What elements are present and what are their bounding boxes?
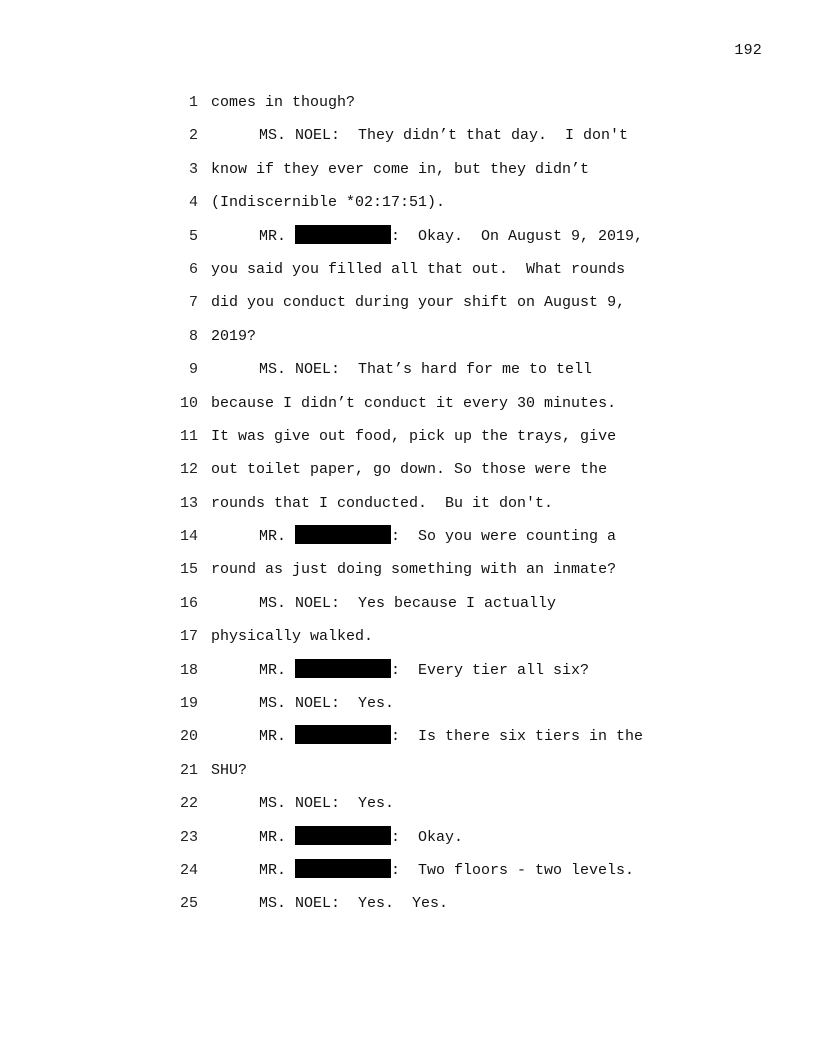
transcript-line [0, 687, 816, 720]
line-text: you said you filled all that out. What rounds [211, 260, 626, 278]
line-number: 24 [179, 861, 198, 879]
transcript-line [0, 787, 816, 820]
transcript-line [0, 754, 816, 787]
line-number: 11 [179, 427, 198, 445]
speaker-label: MR. [259, 661, 287, 679]
transcript-line [0, 220, 816, 253]
transcript-line [0, 286, 816, 319]
line-text: MS. NOEL: Yes because I actually [259, 594, 557, 612]
speech-text: : Okay. On August 9, 2019, [391, 227, 644, 245]
transcript-line [0, 387, 816, 420]
transcript-body [0, 86, 816, 921]
transcript-line [0, 553, 816, 586]
transcript-line [0, 487, 816, 520]
line-number: 23 [179, 828, 198, 846]
line-text: comes in though? [211, 94, 356, 111]
line-number: 17 [179, 628, 198, 646]
line-text [259, 520, 616, 553]
transcript-line [0, 854, 816, 887]
line-text: It was give out food, pick up the trays, give [211, 427, 617, 445]
speaker-label: MR. [259, 728, 287, 746]
line-number: 3 [188, 160, 198, 178]
speech-text: : Every tier all six? [391, 661, 590, 679]
line-text [259, 720, 643, 753]
line-number: 18 [179, 661, 198, 679]
redaction-block [295, 659, 391, 678]
line-text: MS. NOEL: Yes. [259, 695, 395, 713]
line-number: 6 [188, 260, 198, 278]
transcript-line [0, 153, 816, 186]
speaker-label: MR. [259, 227, 287, 245]
line-text: MS. NOEL: They didn’t that day. I don't [259, 127, 629, 145]
transcript-line [0, 86, 816, 119]
line-text [259, 220, 643, 253]
line-text: SHU? [211, 761, 248, 779]
redaction-block [295, 826, 391, 845]
speech-text: : Two floors - two levels. [391, 861, 635, 879]
transcript-line [0, 887, 816, 920]
line-number: 16 [179, 594, 198, 612]
transcript-line [0, 453, 816, 486]
redaction-block [295, 225, 391, 244]
line-number: 1 [188, 94, 198, 111]
page-number: 192 [734, 42, 762, 59]
transcript-line [0, 119, 816, 152]
line-text: know if they ever come in, but they didn’t [211, 160, 590, 178]
transcript-line [0, 720, 816, 753]
line-number: 13 [179, 494, 198, 512]
line-text: (Indiscernible *02:17:51). [211, 194, 446, 212]
line-number: 5 [188, 227, 198, 245]
line-number: 21 [179, 761, 198, 779]
line-number: 12 [179, 461, 198, 479]
transcript-line [0, 587, 816, 620]
line-text: MS. NOEL: That’s hard for me to tell [259, 361, 593, 379]
line-text: out toilet paper, go down. So those were the [211, 461, 608, 479]
transcript-line [0, 520, 816, 553]
line-text [259, 821, 463, 854]
line-number: 10 [179, 394, 198, 412]
speaker-label: MR. [259, 861, 287, 879]
line-text [259, 854, 634, 887]
line-number: 9 [188, 361, 198, 379]
line-number: 22 [179, 795, 198, 813]
line-number: 7 [188, 294, 198, 312]
speech-text: : So you were counting a [391, 528, 617, 546]
transcript-line [0, 821, 816, 854]
transcript-line [0, 620, 816, 653]
line-number: 14 [179, 528, 198, 546]
speech-text: : Is there six tiers in the [391, 728, 644, 746]
line-text: because I didn’t conduct it every 30 minutes. [211, 394, 617, 412]
line-number: 4 [188, 194, 198, 212]
line-text: 2019? [211, 327, 257, 345]
transcript-line [0, 253, 816, 286]
speech-text: : Okay. [391, 828, 464, 846]
redaction-block [295, 859, 391, 878]
transcript-line [0, 186, 816, 219]
line-number: 2 [188, 127, 198, 145]
line-text [259, 654, 589, 687]
transcript-line [0, 420, 816, 453]
transcript-line [0, 353, 816, 386]
redaction-block [295, 525, 391, 544]
line-number: 19 [179, 695, 198, 713]
redaction-block [295, 725, 391, 744]
line-text: rounds that I conducted. Bu it don't. [211, 494, 554, 512]
line-text: physically walked. [211, 628, 374, 646]
line-number: 8 [188, 327, 198, 345]
line-number: 25 [179, 895, 198, 913]
transcript-line [0, 654, 816, 687]
speaker-label: MR. [259, 828, 287, 846]
line-text: did you conduct during your shift on August 9, [211, 294, 626, 312]
speaker-label: MR. [259, 528, 287, 546]
line-number: 15 [179, 561, 198, 579]
line-text: round as just doing something with an inmate? [211, 561, 617, 579]
line-text: MS. NOEL: Yes. Yes. [259, 895, 449, 913]
line-number: 20 [179, 728, 198, 746]
line-text: MS. NOEL: Yes. [259, 795, 395, 813]
transcript-line [0, 320, 816, 353]
